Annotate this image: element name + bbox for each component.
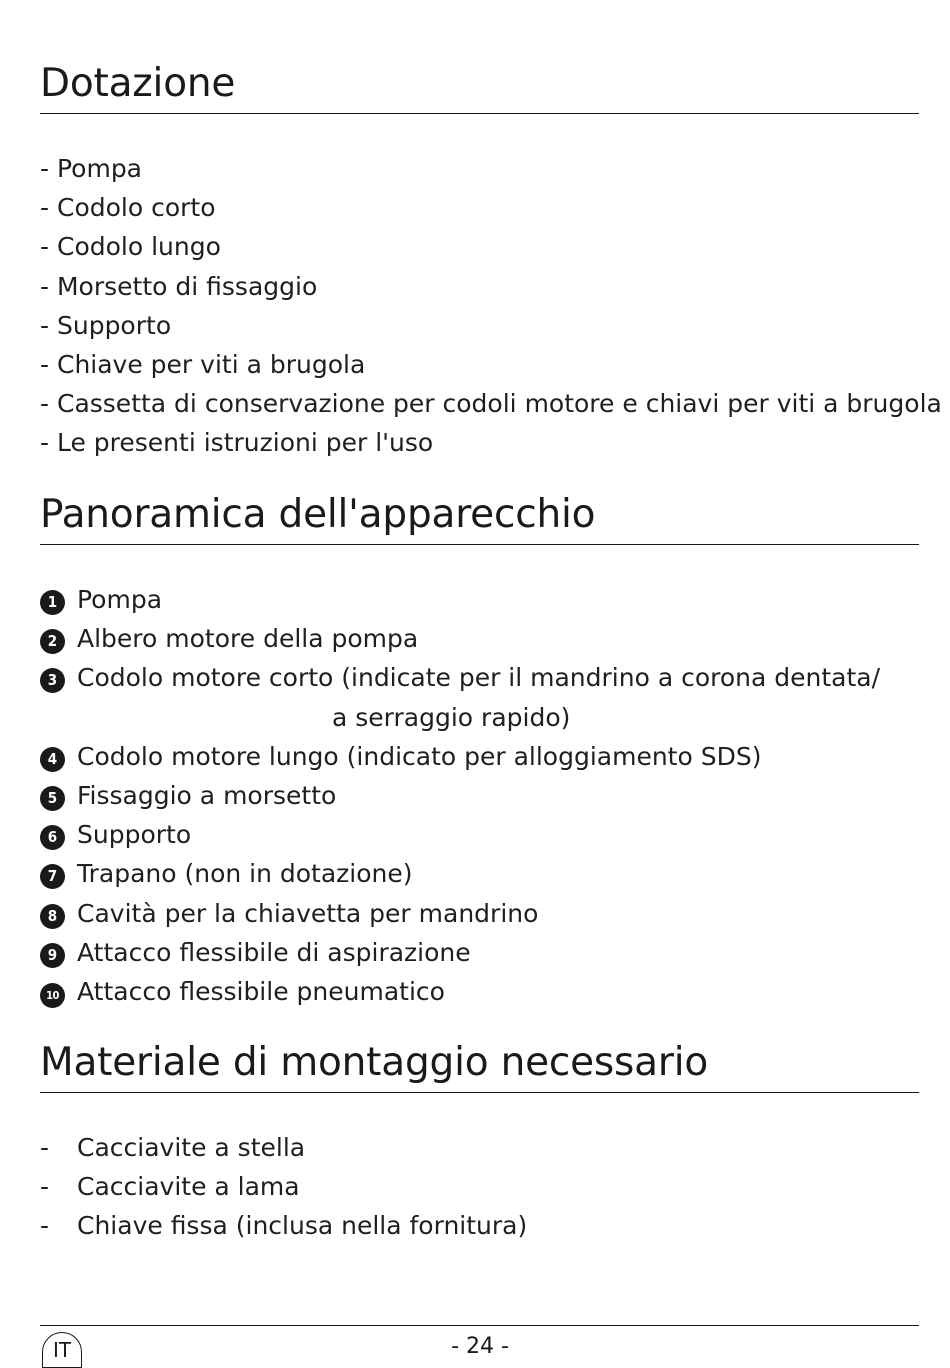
list-item-text: Cacciavite a stella <box>77 1133 306 1162</box>
item-number-badge: 4 <box>40 747 65 772</box>
section-materiale <box>40 1040 919 1246</box>
list-item <box>40 972 919 1011</box>
document-page <box>40 0 942 1358</box>
list-item-text: Cassetta di conservazione per codoli motore e chiavi per viti a brugola <box>56 389 942 419</box>
list-item-text: Fissaggio a morsetto <box>77 781 337 811</box>
assembly-material-list <box>40 1128 919 1246</box>
list-item-text: Codolo lungo <box>56 232 221 262</box>
list-dash: - <box>40 428 50 458</box>
list-dash: - <box>40 154 50 183</box>
heading-rule <box>40 544 919 545</box>
page-number: - 24 - <box>451 1334 509 1359</box>
item-number-badge: 6 <box>40 825 65 850</box>
list-item <box>40 933 919 972</box>
list-item <box>40 267 919 306</box>
item-number-badge: 8 <box>40 904 65 929</box>
list-item-text: Codolo motore corto (indicate per il mandrino a corona dentata/ <box>77 663 881 693</box>
list-item-text: Chiave per viti a brugola <box>56 350 366 380</box>
section-heading: Materiale di montaggio necessario <box>40 1040 708 1085</box>
heading-rule <box>40 113 919 114</box>
equipment-list <box>40 149 942 463</box>
section-heading: Dotazione <box>40 61 236 106</box>
list-dash: - <box>40 310 50 340</box>
item-number-badge: 5 <box>40 786 65 811</box>
list-item <box>40 854 919 893</box>
list-item <box>40 776 919 815</box>
item-number-badge: 1 <box>40 590 65 615</box>
list-item-text: Pompa <box>56 154 143 183</box>
list-dash: - <box>40 1133 50 1162</box>
list-item-text: Trapano (non in dotazione) <box>77 859 413 889</box>
item-number-badge: 3 <box>40 668 65 693</box>
list-item <box>40 384 942 423</box>
list-item <box>40 1167 919 1206</box>
list-item-text: Codolo motore lungo (indicato per alloggiamento SDS) <box>77 741 762 771</box>
list-item <box>40 345 919 384</box>
list-dash: - <box>40 193 50 223</box>
item-number-badge: 7 <box>40 864 65 889</box>
list-dash: - <box>40 350 50 380</box>
list-item <box>40 149 919 188</box>
item-number-badge: 9 <box>40 943 65 968</box>
section-heading: Panoramica dell'apparecchio <box>40 492 596 537</box>
list-item <box>40 619 919 658</box>
list-item-text: Le presenti istruzioni per l'uso <box>56 428 434 458</box>
list-item <box>40 894 919 933</box>
list-dash: - <box>40 389 50 419</box>
list-item-text: Cavità per la chiavetta per mandrino <box>77 898 539 928</box>
list-item-text: Pompa <box>77 585 163 614</box>
overview-list <box>40 580 919 1011</box>
section-panoramica <box>40 492 919 1011</box>
list-item-text: Morsetto di fissaggio <box>56 271 318 301</box>
item-number-badge: 2 <box>40 629 65 654</box>
list-item <box>40 188 919 227</box>
list-item <box>40 658 919 697</box>
list-item-text: Cacciavite a lama <box>77 1172 300 1202</box>
list-item-text: Supporto <box>77 820 192 850</box>
list-item-text: Attacco flessibile di aspirazione <box>77 937 471 967</box>
list-item <box>40 423 919 462</box>
list-item <box>40 580 919 619</box>
list-item-text: Chiave fissa (inclusa nella fornitura) <box>77 1211 528 1241</box>
item-number-badge: 10 <box>40 983 65 1008</box>
list-item <box>40 1206 919 1245</box>
list-item-continuation <box>40 698 919 737</box>
list-item-text: Supporto <box>56 310 172 340</box>
list-item-text: a serraggio rapido) <box>332 702 571 732</box>
list-item-text: Attacco flessibile pneumatico <box>77 977 445 1007</box>
list-item <box>40 737 919 776</box>
list-dash: - <box>40 1211 50 1241</box>
list-item-text: Albero motore della pompa <box>77 624 419 654</box>
list-dash: - <box>40 1172 50 1202</box>
list-item <box>40 227 919 266</box>
heading-rule <box>40 1092 919 1093</box>
footer-rule <box>40 1325 919 1326</box>
list-item-text: Codolo corto <box>56 193 216 223</box>
section-dotazione <box>40 61 942 463</box>
list-item <box>40 1128 919 1167</box>
list-item <box>40 306 919 345</box>
list-dash: - <box>40 232 50 262</box>
list-dash: - <box>40 271 50 301</box>
list-item <box>40 815 919 854</box>
language-badge: IT <box>42 1332 82 1368</box>
